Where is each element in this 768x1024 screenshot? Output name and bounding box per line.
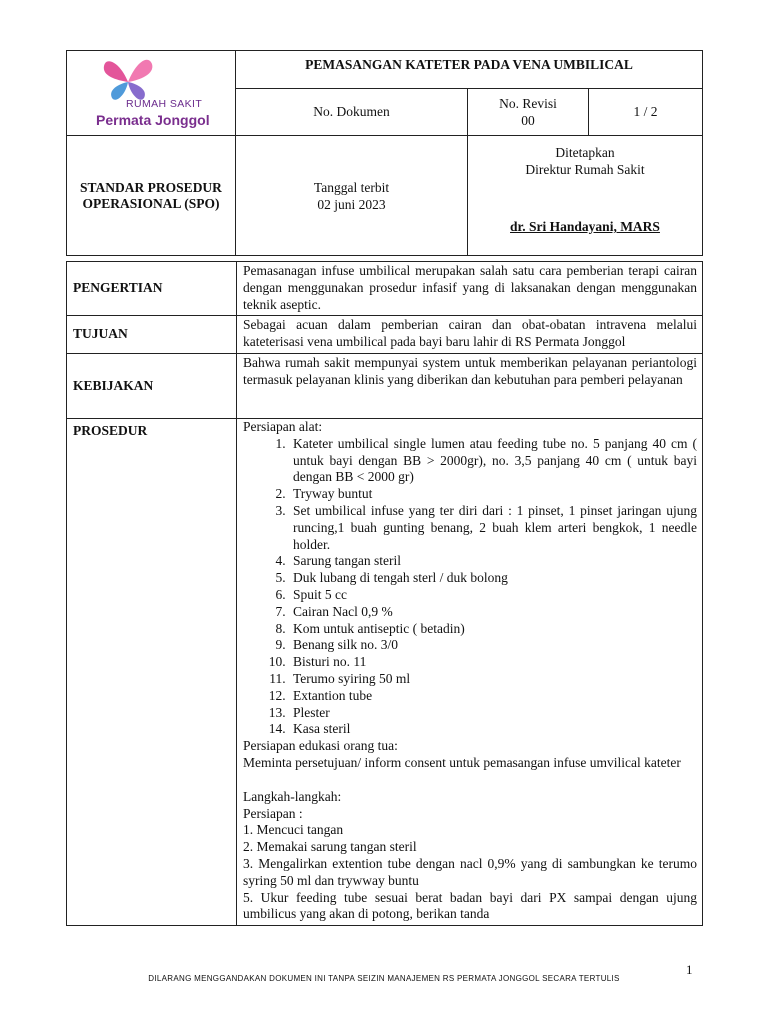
page-count: 1 / 2 <box>589 89 703 136</box>
row-pengertian <box>67 262 703 316</box>
prosedur-content <box>237 418 703 925</box>
approval-cell <box>468 136 703 256</box>
edukasi-text: Meminta persetujuan/ inform consent untuk pemasangan infuse umvilical kateter <box>243 754 681 770</box>
pengertian-text: Pemasanagan infuse umbilical merupakan salah satu cara pemberian terapi cairan dengan menggunakan prosedur infasif yang di laksanakan dengan menggunakan teknik aseptic. <box>237 262 703 316</box>
alat-item: 2. Tryway buntut <box>289 486 697 503</box>
logo-cell <box>67 51 236 136</box>
edukasi-heading: Persiapan edukasi orang tua: <box>243 738 398 754</box>
spo-label-line2: OPERASIONAL (SPO) <box>82 195 220 211</box>
alat-item: 8. Kom untuk antiseptic ( betadin) <box>289 621 697 638</box>
page-number: 1 <box>686 962 693 977</box>
logo-text-permata-jonggol: Permata Jonggol <box>96 112 210 128</box>
alat-item: 9. Benang silk no. 3/0 <box>289 637 697 654</box>
tujuan-label: TUJUAN <box>67 316 237 354</box>
row-tujuan <box>67 316 703 354</box>
alat-item: 13. Plester <box>289 705 697 722</box>
kebijakan-text: Bahwa rumah sakit mempunyai system untuk memberikan pelayanan periantologi termasuk pelayanan klinis yang diberikan dan kebutuhan para pemberi pelayanan <box>237 353 703 418</box>
step-item: 1. Mencuci tangan <box>243 822 344 838</box>
footer-notice: DILARANG MENGGANDAKAN DOKUMEN INI TANPA SEIZIN MANAJEMEN RS PERMATA JONGGOL SECARA TERTULIS <box>148 974 620 983</box>
alat-item: 5. Duk lubang di tengah sterl / duk bolong <box>289 570 697 587</box>
steps-list <box>243 822 697 923</box>
spo-label <box>67 136 236 256</box>
alat-item: 12. Extantion tube <box>289 688 697 705</box>
alat-item: 1. Kateter umbilical single lumen atau feeding tube no. 5 panjang 40 cm ( untuk bayi dengan BB > 2000gr), no. 3,5 panjang 40 cm ( untuk bayi dengan BB < 2000 gr) <box>289 436 697 486</box>
prosedur-label: PROSEDUR <box>67 418 237 925</box>
tanggal-terbit-value: 02 juni 2023 <box>317 196 386 212</box>
no-revisi-label: No. Revisi <box>499 96 557 112</box>
butterfly-logo-icon <box>98 54 158 104</box>
alat-item: 4. Sarung tangan steril <box>289 553 697 570</box>
tujuan-text: Sebagai acuan dalam pemberian cairan dan obat-obatan intravena melalui kateterisasi vena umbilical pada bayi baru lahir di RS Permata Jonggol <box>237 316 703 354</box>
pengertian-label: PENGERTIAN <box>67 262 237 316</box>
tanggal-terbit-cell <box>236 136 468 256</box>
alat-item: 3. Set umbilical infuse yang ter diri dari : 1 pinset, 1 pinset jaringan ujung runcing,1 buah gunting benang, 2 buah klem arteri bengkok, 1 needle holder. <box>289 503 697 553</box>
alat-item: 6. Spuit 5 cc <box>289 587 697 604</box>
kebijakan-label: KEBIJAKAN <box>67 353 237 418</box>
persiapan-heading: Persiapan : <box>243 805 303 821</box>
no-dokumen-label: No. Dokumen <box>236 89 468 136</box>
step-item: 5. Ukur feeding tube sesuai berat badan bayi dari PX sampai dengan ujung umbilicus yang akan di potong, berikan tanda <box>243 889 697 922</box>
alat-item: 10. Bisturi no. 11 <box>289 654 697 671</box>
spacer <box>243 772 697 789</box>
tanggal-terbit-label: Tanggal terbit <box>313 179 390 195</box>
no-revisi-cell <box>468 89 589 136</box>
alat-heading: Persiapan alat: <box>243 418 323 434</box>
logo-text-rumah-sakit: RUMAH SAKIT <box>126 98 203 110</box>
no-revisi-value: 00 <box>521 113 535 129</box>
procedure-table <box>66 261 703 926</box>
document-title: PEMASANGAN KATETER PADA VENA UMBILICAL <box>236 51 703 89</box>
langkah-heading: Langkah-langkah: <box>243 788 342 804</box>
row-kebijakan <box>67 353 703 418</box>
signatory-name: dr. Sri Handayani, MARS <box>510 219 660 234</box>
alat-list <box>243 436 697 738</box>
alat-item: 14. Kasa steril <box>289 721 697 738</box>
ditetapkan-label: Ditetapkan <box>555 145 615 160</box>
row-prosedur <box>67 418 703 925</box>
document-header <box>66 50 703 256</box>
step-item: 2. Memakai sarung tangan steril <box>243 839 417 855</box>
alat-item: 11. Terumo syiring 50 ml <box>289 671 697 688</box>
spo-label-line1: STANDAR PROSEDUR <box>80 179 222 195</box>
direktur-label: Direktur Rumah Sakit <box>525 162 645 177</box>
step-item: 3. Mengalirkan extention tube dengan nacl 0,9% yang di sambungkan ke terumo syring 50 ml dan trywway buntu <box>243 855 697 888</box>
alat-item: 7. Cairan Nacl 0,9 % <box>289 604 697 621</box>
hospital-logo <box>68 52 234 134</box>
